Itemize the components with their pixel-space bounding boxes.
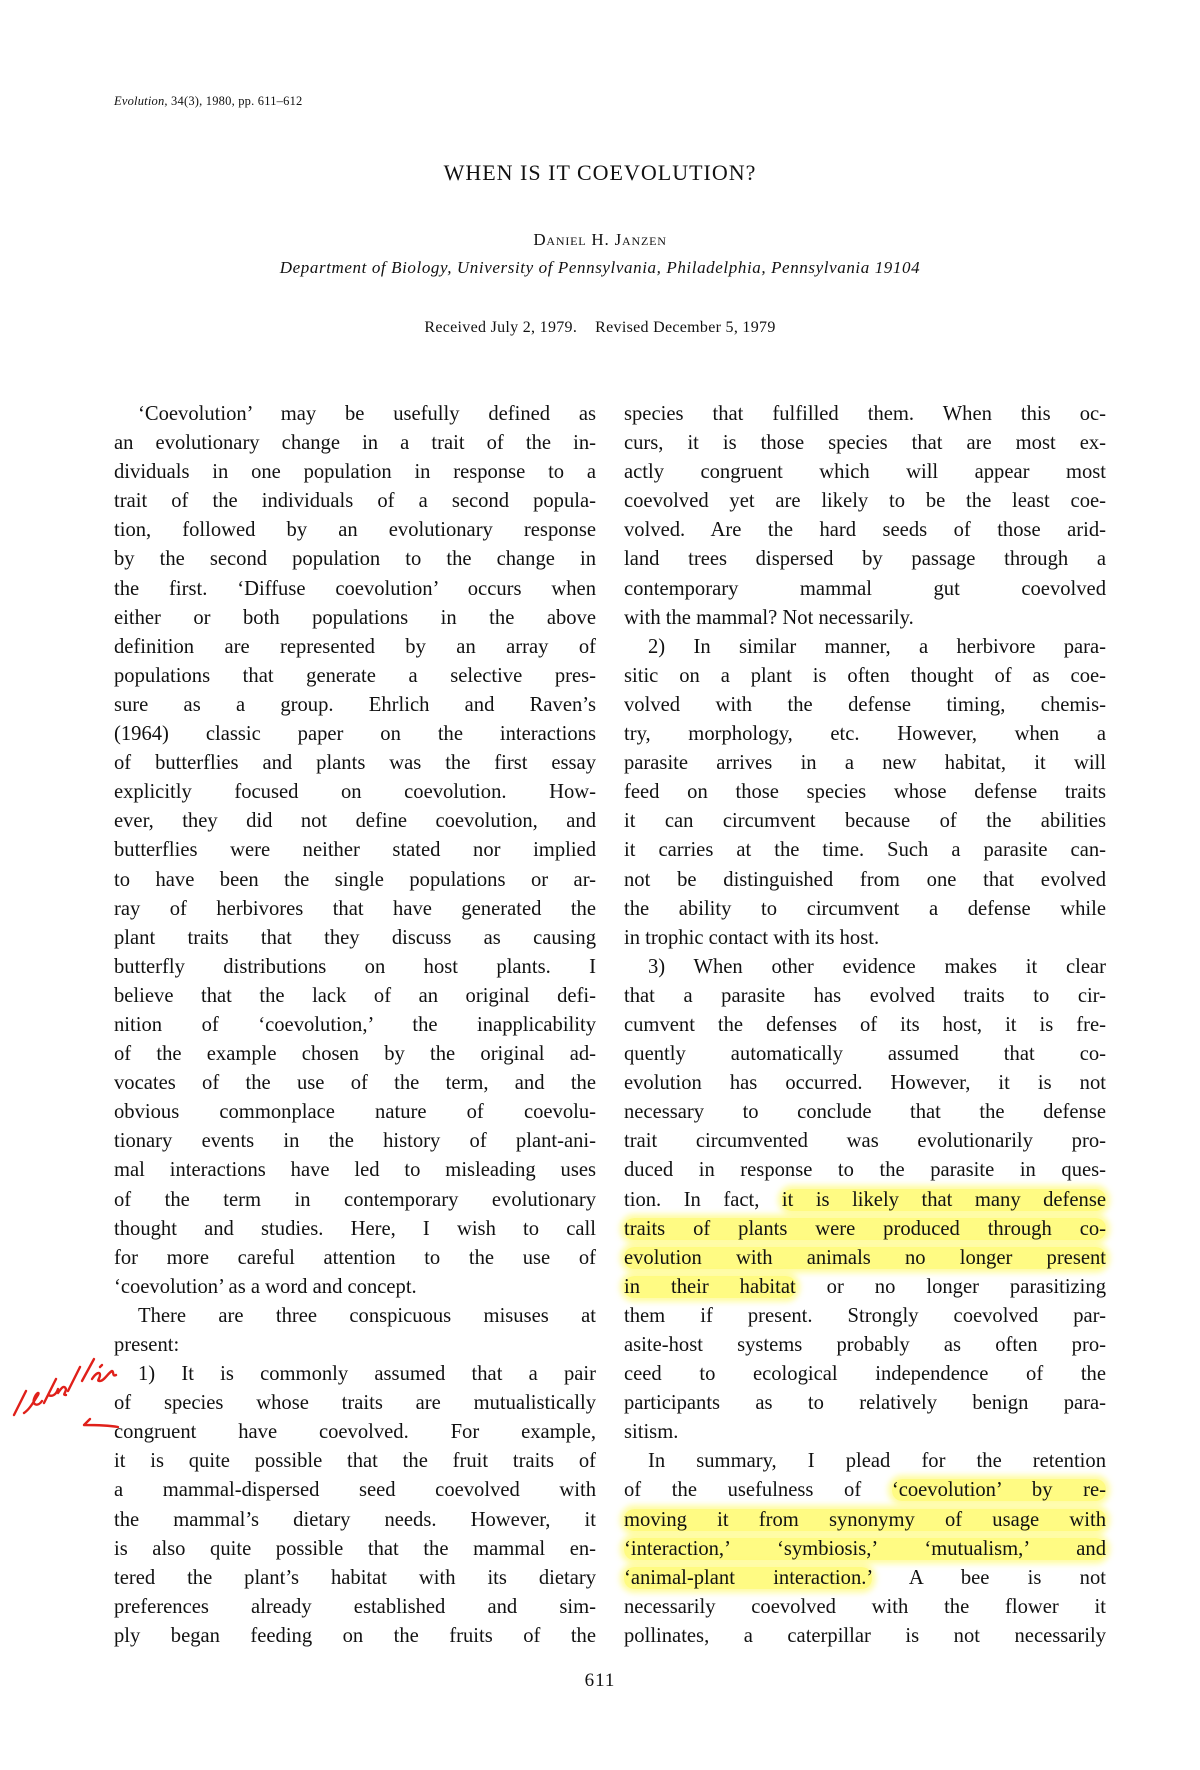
text-line: contemporary mammal gut coevolved xyxy=(624,577,1106,600)
text-line: congruent have coevolved. For example, xyxy=(114,1421,596,1444)
text-line: In summary, I plead for the retention xyxy=(648,1450,1106,1473)
highlighted-passage: ‘coevolution’ by re- xyxy=(891,1479,1106,1502)
text-line xyxy=(624,1506,1106,1535)
text-line: try, morphology, etc. However, when a xyxy=(624,723,1106,746)
text-line: butterfly distributions on host plants. I xyxy=(114,955,596,978)
text-line: necessarily coevolved with the flower it xyxy=(624,1595,1106,1618)
text-line: mal interactions have led to misleading uses xyxy=(114,1159,596,1182)
text-line: the first. ‘Diffuse coevolution’ occurs when xyxy=(114,577,596,600)
text-line: quently automatically assumed that co- xyxy=(624,1043,1106,1066)
text-line: ceed to ecological independence of the xyxy=(624,1363,1106,1386)
text-line: duced in response to the parasite in ques- xyxy=(624,1159,1106,1182)
text-line: believe that the lack of an original defi- xyxy=(114,984,596,1007)
text-fragment: or no longer parasitizing xyxy=(795,1275,1106,1298)
text-line: land trees dispersed by passage through a xyxy=(624,548,1106,571)
text-line: sitism. xyxy=(624,1421,679,1444)
text-line: ‘Coevolution’ may be usefully defined as xyxy=(138,403,596,425)
handwriting-stroke xyxy=(68,1367,80,1391)
text-line: evolution has occurred. However, it is not xyxy=(624,1072,1106,1095)
text-line: them if present. Strongly coevolved par- xyxy=(624,1304,1106,1327)
text-line: is also quite possible that the mammal en- xyxy=(114,1537,596,1560)
text-line: obvious commonplace nature of coevolu- xyxy=(114,1101,596,1124)
text-line: the ability to circumvent a defense while xyxy=(624,897,1106,920)
text-line: pollinates, a caterpillar is not necessarily xyxy=(624,1624,1106,1647)
text-fragment: A bee is not xyxy=(871,1566,1106,1589)
text-line: species that fulfilled them. When this oc- xyxy=(624,403,1106,425)
journal-citation xyxy=(114,94,302,109)
text-line: with the mammal? Not necessarily. xyxy=(624,606,914,629)
text-line: of butterflies and plants was the first essay xyxy=(114,752,596,775)
revised-date: Revised December 5, 1979 xyxy=(595,319,776,336)
text-line: a mammal-dispersed seed coevolved with xyxy=(114,1479,596,1502)
handwriting-stroke xyxy=(58,1387,66,1395)
text-line: present: xyxy=(114,1334,180,1356)
text-line: for more careful attention to the use of xyxy=(114,1246,596,1269)
text-line: tered the plant’s habitat with its dietary xyxy=(114,1566,596,1589)
text-line: an evolutionary change in a trait of the in- xyxy=(114,432,596,455)
text-line: (1964) classic paper on the interactions xyxy=(114,723,596,746)
text-line: tion, followed by an evolutionary response xyxy=(114,519,596,542)
text-line: necessary to conclude that the defense xyxy=(624,1101,1106,1124)
text-line: ever, they did not define coevolution, and xyxy=(114,810,596,833)
text-line: trait circumvented was evolutionarily pro- xyxy=(624,1130,1106,1153)
text-line: nition of ‘coevolution,’ the inapplicability xyxy=(114,1013,596,1036)
left-column xyxy=(114,400,596,1651)
text-line: to have been the single populations or ar- xyxy=(114,868,596,891)
received-dates xyxy=(0,319,1200,337)
text-line: 3) When other evidence makes it clear xyxy=(648,955,1106,978)
right-column xyxy=(624,400,1106,1651)
page-number: 611 xyxy=(584,1670,616,1691)
text-line xyxy=(624,1244,1106,1273)
text-line: sitic on a plant is often thought of as coe- xyxy=(624,664,1106,687)
highlighted-passage: ‘animal-plant interaction.’ xyxy=(624,1566,872,1589)
handwriting-stroke xyxy=(92,1371,116,1381)
highlighted-passage: traits of plants were produced through co- xyxy=(624,1217,1106,1240)
text-line: it carries at the time. Such a parasite can- xyxy=(624,839,1106,862)
text-line: volved with the defense timing, chemis- xyxy=(624,693,1106,716)
text-line: curs, it is those species that are most ex- xyxy=(624,432,1106,455)
received-date: Received July 2, 1979. xyxy=(424,319,578,336)
text-line xyxy=(624,1186,1106,1215)
text-line: dividuals in one population in response to a xyxy=(114,461,596,484)
text-line: the mammal’s dietary needs. However, it xyxy=(114,1508,596,1531)
text-line xyxy=(624,1476,1106,1505)
highlighted-passage: ‘interaction,’ ‘symbiosis,’ ‘mutualism,’ and xyxy=(624,1537,1106,1560)
author-name: Daniel H. Janzen xyxy=(533,230,667,249)
text-line: of the term in contemporary evolutionary xyxy=(114,1188,596,1211)
text-line: ply began feeding on the fruits of the xyxy=(114,1624,596,1647)
text-line xyxy=(624,1564,1106,1593)
text-line: thought and studies. Here, I wish to call xyxy=(114,1217,596,1240)
text-line: not be distinguished from one that evolved xyxy=(624,868,1106,891)
citation-details: 34(3), 1980, pp. 611–612 xyxy=(167,94,303,108)
text-line xyxy=(624,1535,1106,1564)
text-line: it can circumvent because of the abilities xyxy=(624,810,1106,833)
text-line: plant traits that they discuss as causing xyxy=(114,926,596,949)
author-affiliation: Department of Biology, University of Pennsylvania, Philadelphia, Pennsylvania 19104 xyxy=(279,258,921,277)
text-line: of species whose traits are mutualistically xyxy=(114,1392,596,1415)
text-line: There are three conspicuous misuses at xyxy=(138,1304,596,1327)
text-line: butterflies were neither stated nor implied xyxy=(114,839,596,862)
handwriting-stroke xyxy=(44,1379,58,1403)
highlighted-passage: it is likely that many defense xyxy=(781,1188,1107,1211)
text-line: of the example chosen by the original ad- xyxy=(114,1043,596,1066)
text-line: 1) It is commonly assumed that a pair xyxy=(138,1363,596,1386)
text-line: tionary events in the history of plant-ani- xyxy=(114,1130,596,1153)
highlighted-passage: moving it from synonymy of usage with xyxy=(624,1508,1106,1531)
text-line: vocates of the use of the term, and the xyxy=(114,1072,596,1095)
text-line: preferences already established and sim- xyxy=(114,1595,596,1618)
text-line: populations that generate a selective pres- xyxy=(114,664,596,687)
text-line: definition are represented by an array of xyxy=(114,635,596,658)
handwriting-stroke xyxy=(24,1393,42,1413)
text-line: explicitly focused on coevolution. How- xyxy=(114,781,596,804)
text-line: actly congruent which will appear most xyxy=(624,461,1106,484)
highlighted-passage: evolution with animals no longer present xyxy=(624,1246,1106,1269)
text-line: sure as a group. Ehrlich and Raven’s xyxy=(114,693,596,716)
text-line: it is quite possible that the fruit traits of xyxy=(114,1450,596,1473)
handwritten-annotation xyxy=(4,1355,122,1435)
text-line: that a parasite has evolved traits to cir- xyxy=(624,984,1106,1007)
text-line: ray of herbivores that have generated the xyxy=(114,897,596,920)
text-line: volved. Are the hard seeds of those arid- xyxy=(624,519,1106,542)
text-line: asite-host systems probably as often pro- xyxy=(624,1334,1106,1356)
text-line xyxy=(624,1215,1106,1244)
text-line xyxy=(624,1273,1106,1302)
text-fragment: of the usefulness of xyxy=(624,1479,892,1502)
highlighted-passage: in their habitat xyxy=(624,1275,796,1298)
text-line: coevolved yet are likely to be the least coe- xyxy=(624,490,1106,513)
text-line: participants as to relatively benign para- xyxy=(624,1392,1106,1415)
handwriting-stroke xyxy=(100,1365,102,1367)
text-line: in trophic contact with its host. xyxy=(624,926,880,949)
text-line: cumvent the defenses of its host, it is fre- xyxy=(624,1013,1106,1036)
text-line: ‘coevolution’ as a word and concept. xyxy=(114,1275,417,1298)
text-line: feed on those species whose defense traits xyxy=(624,781,1106,804)
journal-name: Evolution, xyxy=(114,94,168,108)
handwriting-stroke xyxy=(84,1419,118,1427)
text-line: by the second population to the change in xyxy=(114,548,596,571)
text-line: either or both populations in the above xyxy=(114,606,596,629)
text-fragment: tion. In fact, xyxy=(624,1188,782,1211)
text-line: trait of the individuals of a second popula- xyxy=(114,490,596,513)
article-title: WHEN IS IT COEVOLUTION? xyxy=(443,160,757,185)
text-line: 2) In similar manner, a herbivore para- xyxy=(648,635,1106,658)
text-line: parasite arrives in a new habitat, it will xyxy=(624,752,1106,775)
